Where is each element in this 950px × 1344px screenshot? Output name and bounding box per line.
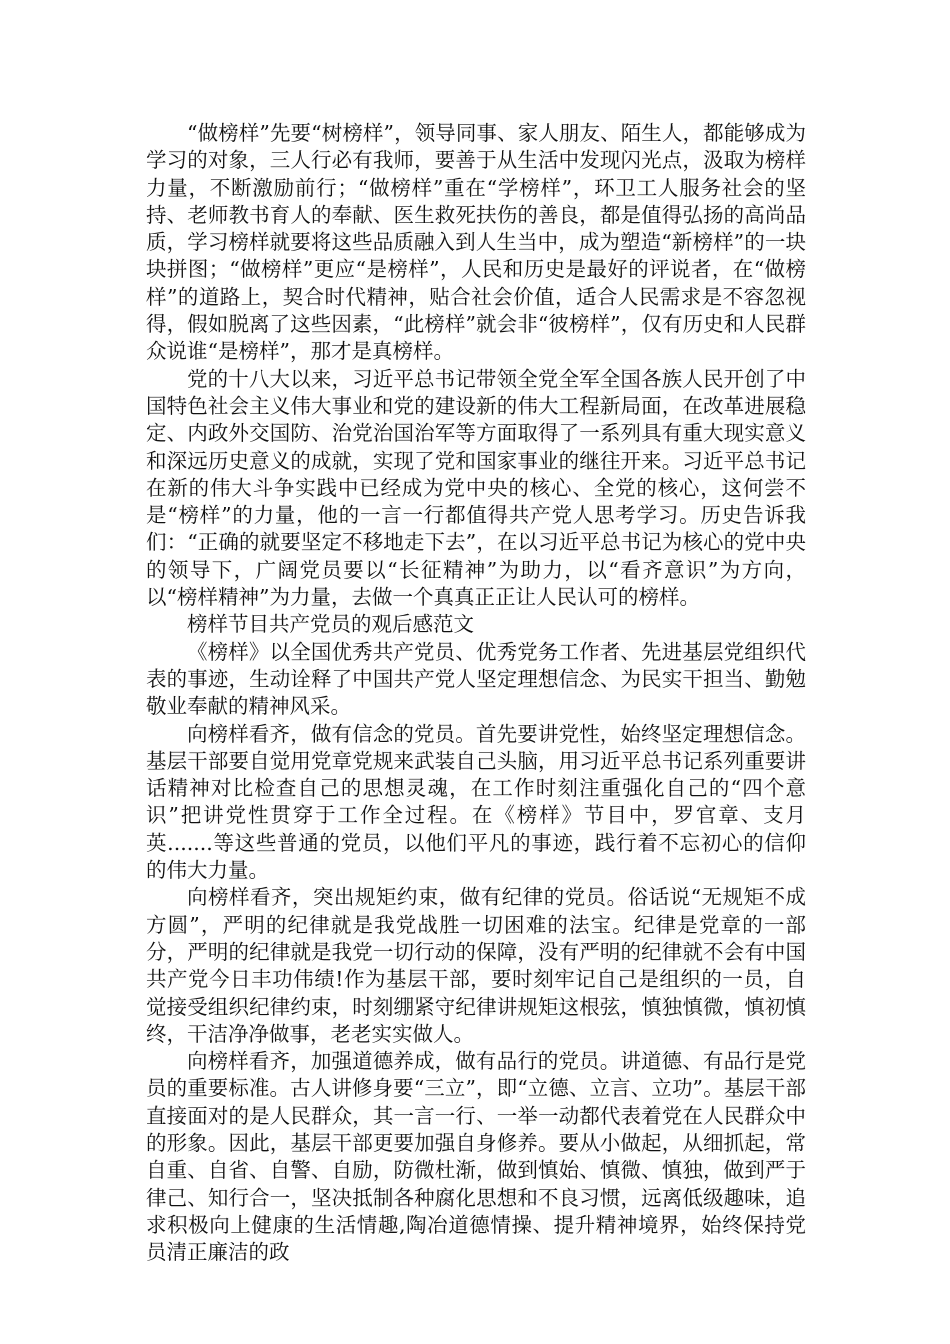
paragraph-3: 《榜样》以全国优秀共产党员、优秀党务工作者、先进基层党组织代表的事迹，生动诠释了中国共产党人坚定理想信念、为民实干担当、勤勉敬业奉献的精神风采。 — [146, 639, 806, 719]
document-body — [146, 120, 806, 1266]
paragraph-2: 党的十八大以来，习近平总书记带领全党全军全国各族人民开创了中国特色社会主义伟大事业和党的建设新的伟大工程新局面，在改革进展稳定、内政外交国防、治党治国治军等方面取得了一系列具有重大现实意义和深远历史意义的成就，实现了党和国家事业的继往开来。习近平总书记在新的伟大斗争实践中已经成为党中央的核心、全党的核心，这何尝不是“榜样”的力量，他的一言一行都值得共产党人思考学习。历史告诉我们：“正确的就要坚定不移地走下去”，在以习近平总书记为核心的党中央的领导下，广阔党员要以“长征精神”为助力，以“看齐意识”为方向，以“榜样精神”为力量，去做一个真真正正让人民认可的榜样。 — [146, 366, 806, 610]
paragraph-4: 向榜样看齐，做有信念的党员。首先要讲党性，始终坚定理想信念。基层干部要自觉用党章党规来武装自己头脑，用习近平总书记系列重要讲话精神对比检查自己的思想灵魂，在工作时刻注重强化自己的“四个意识”把讲党性贯穿于工作全过程。在《榜样》节目中，罗官章、支月英.......等这些普通的党员，以他们平凡的事迹，践行着不忘初心的信仰的伟大力量。 — [146, 721, 806, 883]
paragraph-1: “做榜样”先要“树榜样”，领导同事、家人朋友、陌生人，都能够成为学习的对象，三人行必有我师，要善于从生活中发现闪光点，汲取为榜样力量，不断激励前行；“做榜样”重在“学榜样”，环卫工人服务社会的坚持、老师教书育人的奉献、医生救死扶伤的善良，都是值得弘扬的高尚品质，学习榜样就要将这些品质融入到人生当中，成为塑造“新榜样”的一块块拼图；“做榜样”更应“是榜样”，人民和历史是最好的评说者，在“做榜样”的道路上，契合时代精神，贴合社会价值，适合人民需求是不容忽视得，假如脱离了这些因素，“此榜样”就会非“彼榜样”，仅有历史和人民群众说谁“是榜样”，那才是真榜样。 — [146, 121, 806, 364]
paragraph-6: 向榜样看齐，加强道德养成，做有品行的党员。讲道德、有品行是党员的重要标准。古人讲修身要“三立”，即“立德、立言、立功”。基层干部直接面对的是人民群众，其一言一行、一举一动都代表着党在人民群众中的形象。因此，基层干部更要加强自身修养。要从小做起，从细抓起，常自重、自省、自警、自励，防微杜渐，做到慎始、慎微、慎独，做到严于律己、知行合一，坚决抵制各种腐化思想和不良习惯，远离低级趣味，追求积极向上健康的生活情趣,陶冶道德情操、提升精神境界，始终保持党员清正廉洁的政 — [146, 1049, 806, 1265]
section-heading: 榜样节目共产党员的观后感范文 — [187, 612, 474, 637]
paragraph-5: 向榜样看齐，突出规矩约束，做有纪律的党员。俗话说“无规矩不成方圆”，严明的纪律就是我党战胜一切困难的法宝。纪律是党章的一部分，严明的纪律就是我党一切行动的保障，没有严明的纪律就不会有中国共产党今日丰功伟绩!作为基层干部，要时刻牢记自己是组织的一员，自觉接受组织纪律约束，时刻绷紧守纪律讲规矩这根弦，慎独慎微，慎初慎终，干洁净净做事，老老实实做人。 — [146, 885, 806, 1046]
